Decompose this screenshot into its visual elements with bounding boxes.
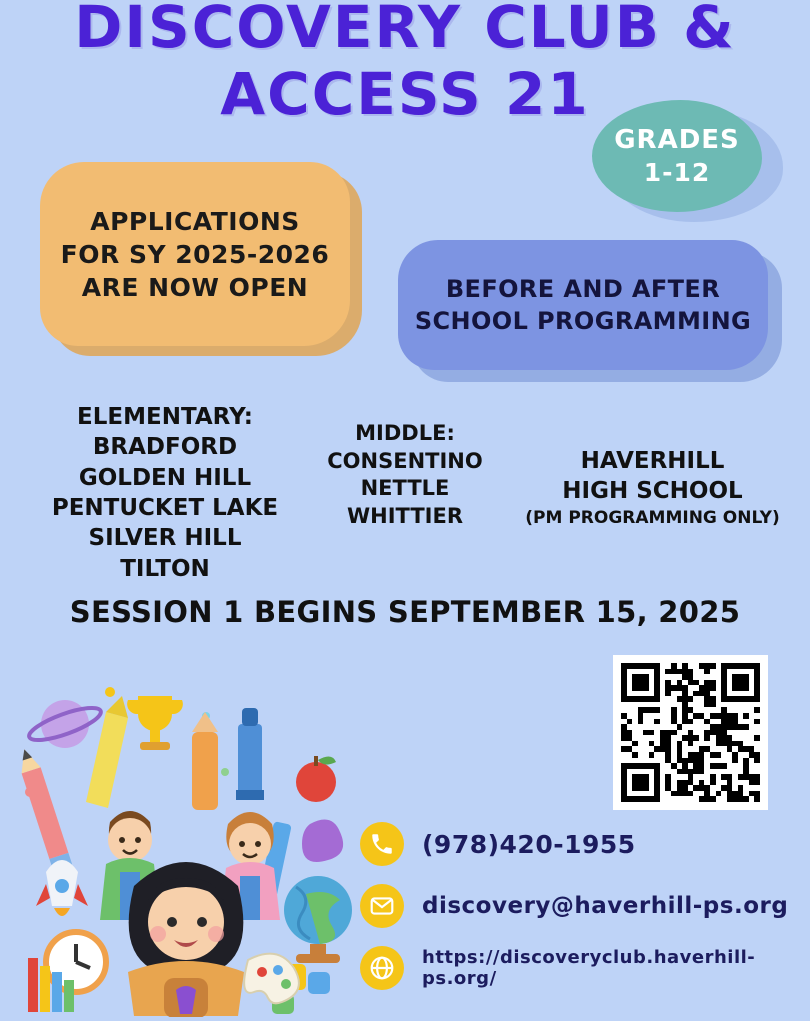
email-address: discovery@haverhill-ps.org bbox=[422, 893, 789, 919]
elementary-item: PENTUCKET LAKE bbox=[51, 495, 279, 522]
marker-icon bbox=[236, 708, 264, 800]
applications-line-3: ARE NOW OPEN bbox=[81, 272, 309, 302]
grades-badge bbox=[592, 100, 762, 212]
palette-icon bbox=[244, 954, 299, 1004]
applications-text bbox=[61, 205, 330, 304]
elementary-heading: ELEMENTARY: bbox=[77, 404, 253, 430]
programming-box bbox=[398, 240, 768, 370]
middle-item: CONSENTINO bbox=[327, 448, 483, 473]
paint-splash-icon bbox=[302, 820, 343, 863]
globe-icon bbox=[284, 876, 352, 963]
rocket-icon bbox=[36, 860, 88, 916]
title-line-2: ACCESS 21 bbox=[220, 59, 590, 128]
website-url: https://discoveryclub.haverhill-ps.org/ bbox=[422, 947, 756, 989]
high-line-2: HIGH SCHOOL bbox=[562, 478, 743, 505]
phone-icon bbox=[360, 822, 404, 866]
contact-row-website[interactable] bbox=[360, 946, 800, 990]
qr-code-pattern bbox=[621, 663, 760, 802]
grades-label: GRADES bbox=[614, 125, 740, 156]
applications-box bbox=[40, 162, 350, 346]
applications-line-1: APPLICATIONS bbox=[90, 206, 300, 236]
schools-section bbox=[0, 398, 810, 582]
student-girl-front bbox=[128, 862, 244, 1017]
crayon-icon bbox=[86, 696, 128, 808]
email-icon bbox=[360, 884, 404, 928]
planet-icon bbox=[26, 700, 104, 748]
title-line-1: DISCOVERY CLUB & bbox=[74, 0, 736, 61]
apple-icon bbox=[296, 756, 336, 802]
elementary-item: BRADFORD bbox=[92, 434, 238, 461]
pencil-icon bbox=[15, 746, 72, 870]
middle-heading: MIDDLE: bbox=[355, 421, 455, 445]
middle-item: WHITTIER bbox=[346, 504, 463, 529]
programming-line-1: BEFORE AND AFTER bbox=[445, 274, 721, 303]
trophy-icon bbox=[127, 696, 183, 750]
students-supplies-illustration bbox=[10, 672, 360, 1017]
elementary-item: GOLDEN HILL bbox=[78, 464, 252, 491]
elementary-item: SILVER HILL bbox=[88, 525, 242, 552]
contact-row-phone[interactable] bbox=[360, 822, 800, 866]
high-note: (PM PROGRAMMING ONLY) bbox=[525, 507, 780, 528]
contact-row-email[interactable] bbox=[360, 884, 800, 928]
programming-text bbox=[415, 273, 751, 338]
elementary-item: TILTON bbox=[120, 555, 210, 582]
high-school-list bbox=[505, 446, 800, 529]
middle-school-list bbox=[305, 420, 505, 531]
middle-item: NETTLE bbox=[360, 476, 450, 501]
phone-number: (978)420-1955 bbox=[422, 829, 636, 859]
globe-icon bbox=[360, 946, 404, 990]
contact-list bbox=[360, 822, 800, 1008]
crayon-icon bbox=[192, 712, 218, 810]
qr-code[interactable] bbox=[613, 655, 768, 810]
grades-range: 1-12 bbox=[643, 157, 711, 187]
applications-line-2: FOR SY 2025-2026 bbox=[60, 239, 330, 269]
programming-line-2: SCHOOL PROGRAMMING bbox=[414, 307, 752, 335]
high-line-1: HAVERHILL bbox=[580, 448, 725, 474]
session-start-text: SESSION 1 BEGINS SEPTEMBER 15, 2025 bbox=[69, 595, 741, 629]
elementary-school-list bbox=[20, 402, 310, 584]
